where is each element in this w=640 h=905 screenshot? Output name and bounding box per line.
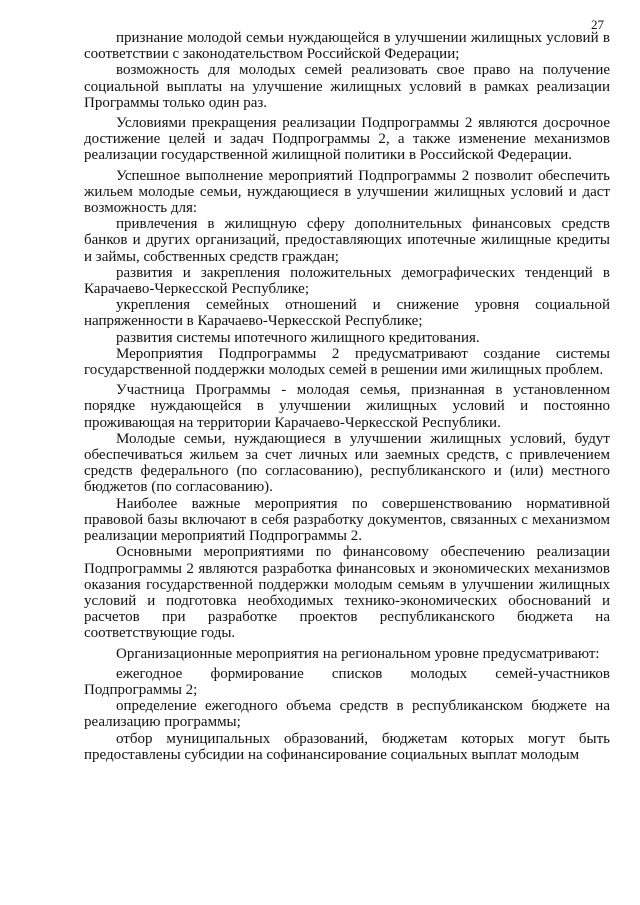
paragraph: Успешное выполнение мероприятий Подпрограммы 2 позволит обеспечить жильем молодые семьи, нуждающиеся в улучшении жилищных условий и даст возможность для: [84, 167, 610, 217]
paragraph: возможность для молодых семей реализовать свое право на получение социальной выплаты на улучшение жилищных условий в рамках реализации Программы только один раз. [84, 62, 610, 111]
paragraph: признание молодой семьи нуждающейся в улучшении жилищных условий в соответствии с законодательством Российской Федерации; [84, 30, 610, 63]
paragraph: определение ежегодного объема средств в республиканском бюджете на реализацию программы; [84, 698, 610, 731]
paragraph: развития системы ипотечного жилищного кредитования. [116, 329, 480, 346]
paragraph: отбор муниципальных образований, бюджетам которых могут быть предоставлены субсидии на софинансирование социальных выплат молодым [84, 730, 610, 763]
paragraph: Мероприятия Подпрограммы 2 предусматривают создание системы государственной поддержки молодых семей в решении ими жилищных проблем. [84, 345, 610, 379]
paragraph: Условиями прекращения реализации Подпрограммы 2 являются досрочное достижение целей и задач Подпрограммы 2, а также изменение механизмов реализации государственной жилищной политики в Российской Федерации. [84, 115, 610, 164]
paragraph: Организационные мероприятия на региональном уровне предусматривают: [116, 645, 600, 662]
paragraph: укрепления семейных отношений и снижение уровня социальной напряженности в Карачаево-Черкесской Республике; [84, 297, 610, 330]
paragraph: Молодые семьи, нуждающиеся в улучшении жилищных условий, будут обеспечиваться жильем за счет личных или заемных средств, с привлечением средств федерального (по согласованию), республиканского и (или) местного бюджетов (по согласованию). [84, 430, 610, 496]
paragraph: привлечения в жилищную сферу дополнительных финансовых средств банков и других организаций, предоставляющих ипотечные жилищные кредиты и займы, собственных средств граждан; [84, 216, 610, 265]
paragraph: ежегодное формирование списков молодых семей-участников Подпрограммы 2; [84, 665, 610, 698]
page-number: 27 [591, 17, 604, 32]
document-body [84, 30, 610, 763]
paragraph: Участница Программы - молодая семья, признанная в установленном порядке нуждающейся в улучшении жилищных условий и постоянно проживающая на территории Карачаево-Черкесской Республики. [84, 382, 610, 431]
paragraph: Основными мероприятиями по финансовому обеспечению реализации Подпрограммы 2 являются разработка финансовых и экономических механизмов оказания государственной поддержки молодым семьям в улучшении жилищных условий и подготовка необходимых технико-экономических обоснований и расчетов при разработке проектов республиканского бюджета на соответствующие годы. [84, 544, 610, 642]
paragraph: Наиболее важные мероприятия по совершенствованию нормативной правовой базы включают в себя разработку документов, связанных с механизмом реализации мероприятий Подпрограммы 2. [84, 495, 610, 545]
paragraph: развития и закрепления положительных демографических тенденций в Карачаево-Черкесской Республике; [84, 264, 610, 298]
